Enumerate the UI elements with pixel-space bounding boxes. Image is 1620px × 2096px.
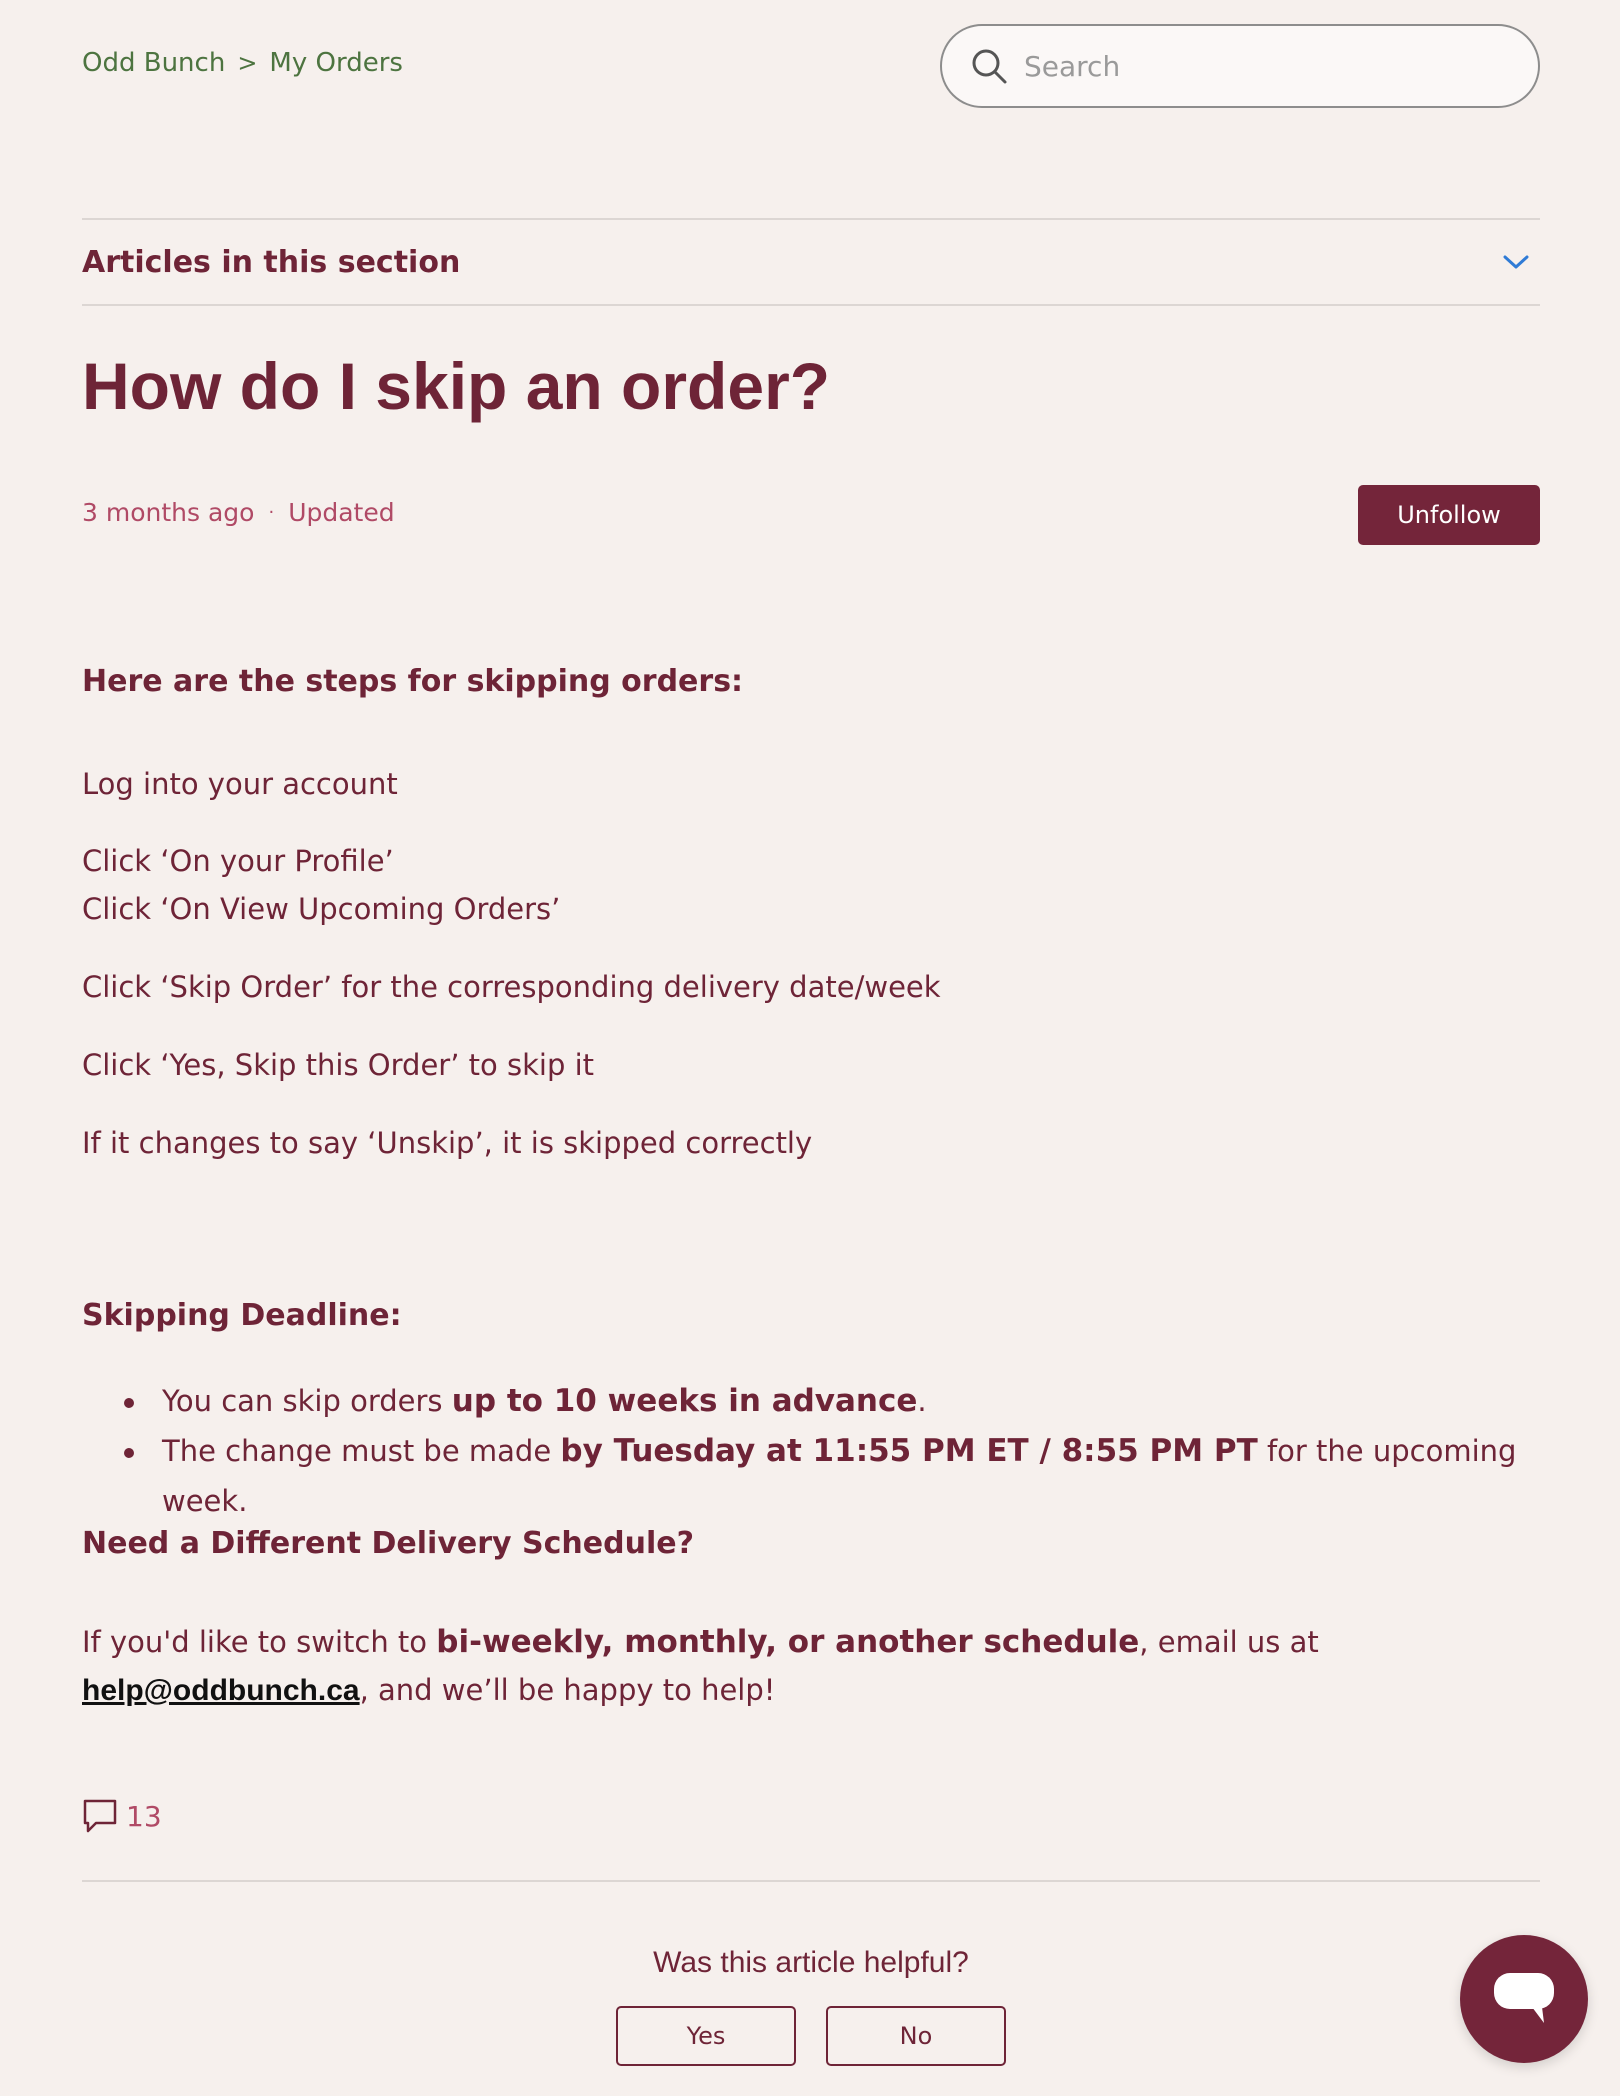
article-status: Updated	[288, 498, 395, 527]
chevron-down-icon	[1502, 253, 1530, 271]
bullet-bold-text: by Tuesday at 11:55 PM ET / 8:55 PM PT	[560, 1433, 1258, 1469]
comments-link[interactable]	[82, 1798, 162, 1834]
list-item	[124, 1376, 1540, 1426]
vote-no-button[interactable]: No	[826, 2006, 1006, 2066]
articles-in-section-toggle[interactable]	[82, 218, 1540, 306]
comment-icon	[82, 1798, 118, 1834]
vote-buttons	[82, 2006, 1540, 2066]
steps-heading: Here are the steps for skipping orders:	[82, 664, 744, 699]
step-item: Click ‘Yes, Skip this Order’ to skip it	[82, 1048, 595, 1082]
article-time: 3 months ago	[82, 498, 255, 527]
schedule-text: If you'd like to switch to	[82, 1625, 437, 1659]
deadline-list	[124, 1376, 1540, 1526]
chat-launcher-button[interactable]	[1460, 1935, 1588, 2063]
breadcrumb-home-link[interactable]: Odd Bunch	[82, 48, 226, 78]
chat-icon	[1492, 1971, 1556, 2027]
meta-separator: ·	[268, 502, 275, 523]
vote-yes-button[interactable]: Yes	[616, 2006, 796, 2066]
breadcrumb	[82, 48, 403, 78]
unfollow-button[interactable]: Unfollow	[1358, 485, 1540, 545]
deadline-heading: Skipping Deadline:	[82, 1298, 402, 1333]
schedule-paragraph	[82, 1618, 1540, 1715]
schedule-heading: Need a Different Delivery Schedule?	[82, 1526, 694, 1561]
header	[82, 24, 1540, 108]
divider	[82, 1880, 1540, 1882]
breadcrumb-section-link[interactable]: My Orders	[269, 48, 403, 78]
bullet-text: for the upcoming week.	[162, 1434, 1517, 1518]
bullet-bold-text: up to 10 weeks in advance	[451, 1383, 918, 1419]
bullet-text: You can skip orders	[162, 1384, 452, 1418]
article-title: How do I skip an order?	[82, 349, 831, 423]
step-item: If it changes to say ‘Unskip’, it is skipped correctly	[82, 1126, 813, 1160]
article-meta	[82, 498, 395, 527]
comment-count: 13	[126, 1799, 162, 1833]
schedule-text: , and we’ll be happy to help!	[359, 1673, 776, 1707]
search-icon	[970, 47, 1008, 85]
step-item: Click ‘Skip Order’ for the corresponding delivery date/week	[82, 970, 941, 1004]
breadcrumb-separator: >	[237, 49, 258, 77]
step-item: Click ‘On View Upcoming Orders’	[82, 892, 561, 926]
search-input[interactable]	[1024, 50, 1504, 83]
step-item: Click ‘On your Profile’	[82, 844, 394, 878]
helpful-question: Was this article helpful?	[653, 1946, 969, 1979]
articles-section-label: Articles in this section	[82, 244, 461, 280]
schedule-bold-text: bi-weekly, monthly, or another schedule	[436, 1624, 1140, 1660]
schedule-text: , email us at	[1139, 1625, 1319, 1659]
email-link[interactable]: help@oddbunch.ca	[82, 1674, 360, 1707]
list-item	[124, 1426, 1540, 1526]
search-box[interactable]	[940, 24, 1540, 108]
bullet-text: The change must be made	[162, 1434, 561, 1468]
bullet-text: .	[917, 1384, 927, 1418]
step-item: Log into your account	[82, 767, 398, 801]
